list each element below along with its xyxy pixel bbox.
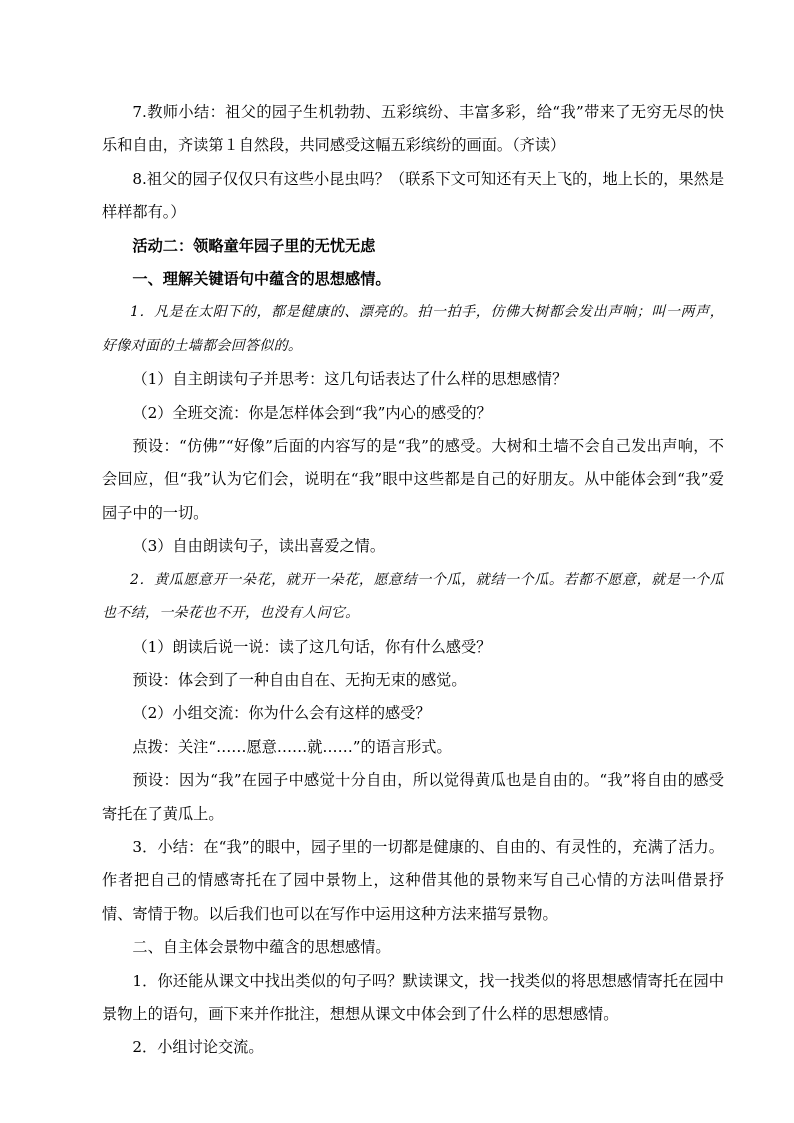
document-body [102, 96, 724, 1065]
activity-two-heading: 活动二：领略童年园子里的无忧无虑 [132, 236, 376, 255]
step-group-discussion: （2）小组交流：你为什么会有这样的感受？ [132, 704, 431, 723]
section-one-heading: 一、理解关键语句中蕴含的思想感情。 [132, 270, 391, 289]
step-free-reading: （3）自由朗读句子，读出喜爱之情。 [132, 537, 386, 556]
summary-paragraph: 3．小结：在“我”的眼中，园子里的一切都是健康的、自由的、有灵性的，充满了活力。作者把自己的情感寄托在了园中景物上，这种借其他的景物来写自己心情的方法叫借景抒情、寄情于物。以后我们也可以在写作中运用这种方法来描写景物。 [102, 837, 724, 923]
preset-answer-one: 预设：“仿佛”“好像”后面的内容写的是“我”的感受。大树和土墙不会自己发出声响，不会回应，但“我”认为它们会，说明在“我”眼中这些都是自己的好朋友。从中能体会到“我”爱园子中的一切。 [102, 437, 724, 522]
task-group-discussion: 2．小组讨论交流。 [132, 1038, 264, 1057]
preset-answer-two: 预设：体会到了一种自由自在、无拘无束的感觉。 [132, 670, 467, 689]
question-paragraph: 8.祖父的园子仅仅只有这些小昆虫吗？（联系下文可知还有天上飞的，地上长的，果然是样样都有。） [102, 169, 725, 222]
quoted-sentence-two: 2．黄瓜愿意开一朵花，就开一朵花，愿意结一个瓜，就结一个瓜。若都不愿意，就是一个瓜也不结，一朵花也不开，也没有人问它。 [102, 571, 724, 622]
preset-answer-three: 预设：因为“我”在园子中感觉十分自由，所以觉得黄瓜也是自由的。“我”将自由的感受寄托在了黄瓜上。 [102, 771, 724, 823]
step-read-and-say: （1）朗读后说一说：读了这几句话，你有什么感受？ [132, 637, 492, 656]
step-class-discussion: （2）全班交流：你是怎样体会到“我”内心的感受的？ [132, 403, 492, 422]
step-read-and-think: （1）自主朗读句子并思考：这几句话表达了什么样的思想感情？ [132, 370, 568, 389]
teacher-summary-paragraph: 7.教师小结：祖父的园子生机勃勃、五彩缤纷、丰富多彩，给“我”带来了无穷无尽的快乐和自由，齐读第１自然段，共同感受这幅五彩缤纷的画面。（齐读） [102, 103, 724, 155]
guidance-note: 点拨：关注“……愿意……就……”的语言形式。 [132, 737, 452, 756]
quoted-sentence-one: 1．凡是在太阳下的，都是健康的、漂亮的。拍一拍手，仿佛大树都会发出声响；叫一两声，好像对面的土墙都会回答似的。 [102, 304, 724, 354]
section-two-heading: 二、自主体会景物中蕴含的思想感情。 [132, 938, 391, 957]
task-find-sentences: 1．你还能从课文中找出类似的句子吗？默读课文，找一找类似的将思想感情寄托在园中景物上的语句，画下来并作批注，想想从课文中体会到了什么样的思想感情。 [102, 971, 724, 1023]
